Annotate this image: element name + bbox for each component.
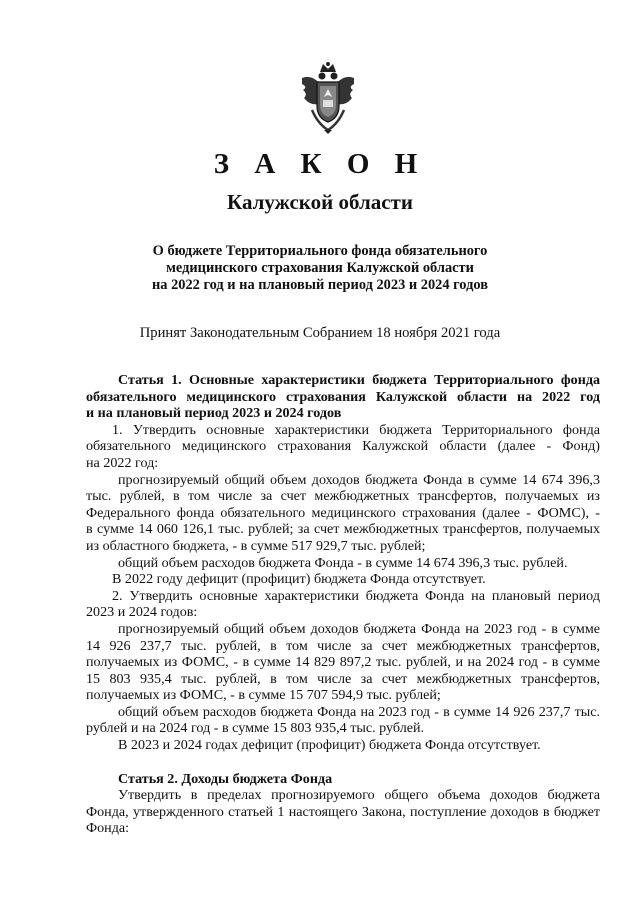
article-1-paragraph: 2. Утвердить основные характеристики бюджета Фонда на плановый период xyxy=(112,587,600,604)
article-1-heading: Статья 1. Основные характеристики бюджета Территориального фонда xyxy=(118,372,600,388)
article-2-paragraph: Фонда: xyxy=(86,820,130,837)
article-2-paragraph: Фонда, утвержденного статьей 1 настоящего Закона, поступление доходов в бюджет xyxy=(86,803,600,820)
document-subtitle: Калужской области xyxy=(227,190,413,214)
law-name xyxy=(110,243,530,294)
article-1-paragraph: 14 926 237,7 тыс. рублей, в том числе за счет межбюджетных трансфертов, xyxy=(86,637,600,654)
article-1-paragraph: из областного бюджета, - в сумме 517 929,7 тыс. рублей; xyxy=(86,537,426,554)
article-1-paragraph: общий объем расходов бюджета Фонда - в сумме 14 674 396,3 тыс. рублей. xyxy=(118,554,568,571)
document-body xyxy=(86,372,600,837)
article-1-paragraph: прогнозируемый общий объем доходов бюджета Фонда в сумме 14 674 396,3 xyxy=(118,471,600,488)
coat-of-arms-icon xyxy=(298,60,358,136)
law-name-line: медицинского страхования Калужской области xyxy=(166,260,474,276)
article-1-paragraph: Федерального фонда обязательного медицинского страхования (далее - ФОМС), - xyxy=(86,504,600,521)
article-2-paragraph: Утвердить в пределах прогнозируемого общего объема доходов бюджета xyxy=(118,787,600,804)
law-name-line: на 2022 год и на плановый период 2023 и 2024 годов xyxy=(152,277,488,293)
article-2-heading: Статья 2. Доходы бюджета Фонда xyxy=(118,770,333,787)
article-1-paragraph: получаемых из ФОМС, - в сумме 15 707 594,9 тыс. рублей; xyxy=(86,687,441,704)
article-1-heading: обязательного медицинского страхования Калужской области на 2022 год xyxy=(86,388,600,405)
law-name-line: О бюджете Территориального фонда обязательного xyxy=(152,243,488,259)
article-1-paragraph: 2023 и 2024 годов: xyxy=(86,604,198,621)
article-1-paragraph: 1. Утвердить основные характеристики бюджета Территориального фонда xyxy=(112,421,600,438)
article-1-paragraph: рублей и на 2024 год - в сумме 15 803 935,4 тыс. рублей. xyxy=(86,720,425,737)
article-1-paragraph: 15 803 935,4 тыс. рублей, в том числе за счет межбюджетных трансфертов, xyxy=(86,670,600,687)
article-1-paragraph: В 2023 и 2024 годах дефицит (профицит) бюджета Фонда отсутствует. xyxy=(118,737,541,754)
article-1-paragraph: прогнозируемый общий объем доходов бюджета Фонда на 2023 год - в сумме xyxy=(118,620,600,637)
article-1-paragraph: общий объем расходов бюджета Фонда на 2023 год - в сумме 14 926 237,7 тыс. xyxy=(118,703,600,720)
article-1-heading: и на плановый период 2023 и 2024 годов xyxy=(86,405,342,422)
article-1-paragraph: на 2022 год: xyxy=(86,454,159,471)
article-1-paragraph: тыс. рублей, в том числе за счет межбюджетных трансфертов, получаемых из xyxy=(86,488,600,505)
article-1-paragraph: В 2022 году дефицит (профицит) бюджета Фонда отсутствует. xyxy=(112,571,486,588)
article-1-paragraph: обязательного медицинского страхования Калужской области (далее - Фонд) xyxy=(86,438,600,455)
document-title: З А К О Н xyxy=(213,148,427,180)
article-1-paragraph: в сумме 14 060 126,1 тыс. рублей; за счет межбюджетных трансфертов, получаемых xyxy=(86,521,600,538)
adoption-statement: Принят Законодательным Собранием 18 ноября 2021 года xyxy=(139,325,501,341)
article-1-paragraph: получаемых из ФОМС, - в сумме 14 829 897,2 тыс. рублей, и на 2024 год - в сумме xyxy=(86,654,600,671)
